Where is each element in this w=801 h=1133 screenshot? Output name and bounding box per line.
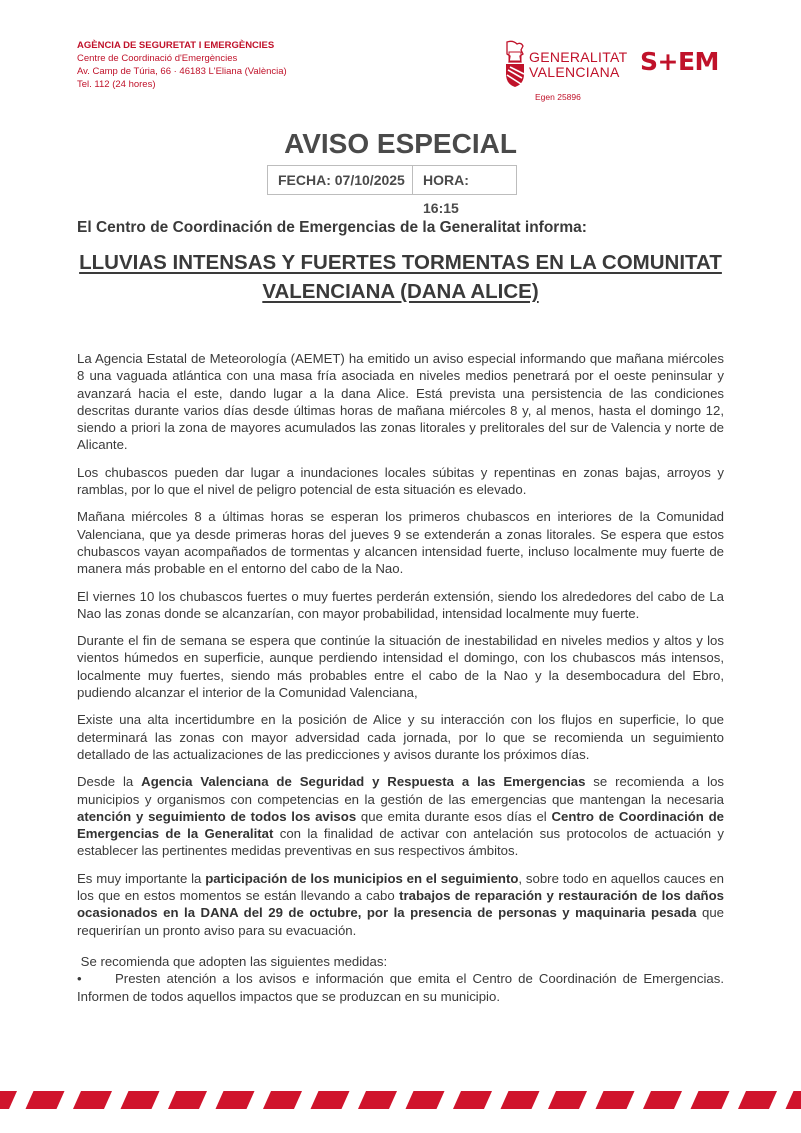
body-text — [77, 350, 724, 1015]
bold-span: Agencia Valenciana de Seguridad y Respuesta a las Emergencias — [141, 774, 586, 790]
date-field: FECHA: 07/10/2025 — [268, 166, 413, 194]
text-span: , sobre todo en aquellos cauces en los que en estos momentos se están llevando a cabo — [77, 870, 724, 904]
paragraph — [77, 773, 724, 859]
bold-span: Centro de Coordinación de Emergencias de la Generalitat — [77, 808, 725, 842]
stripe-segment — [406, 1091, 445, 1109]
stripe-segment — [643, 1091, 682, 1109]
agency-phone: Tel. 112 (24 hores) — [77, 79, 156, 90]
stripe-segment — [738, 1091, 777, 1109]
stripe-segment — [0, 1091, 17, 1109]
time-field: HORA: 16:15 — [423, 172, 469, 216]
bold-span: trabajos de reparación y restauración de los daños ocasionados en la DANA del 29 de octubre, por la presencia de personas y maquinaria pesada — [77, 888, 724, 921]
sem-logo: S+EM — [640, 47, 719, 76]
egen-code: Egen 25896 — [535, 92, 581, 102]
stripe-segment — [786, 1091, 801, 1109]
agency-name: AGÈNCIA DE SEGURETAT I EMERGÈNCIES — [77, 40, 275, 51]
paragraph: Los chubascos pueden dar lugar a inundaciones locales súbitas y repentinas en zonas bajas, arroyos y ramblas, por lo que el nivel de peligro potencial de esta situación es elevado. — [77, 464, 724, 498]
recommend-intro: Se recomienda que adopten las siguientes medidas: — [77, 953, 388, 969]
stripe-segment — [691, 1091, 730, 1109]
paragraph: Durante el fin de semana se espera que continúe la situación de inestabilidad en niveles medios y altos y los vientos húmedos en superficie, aunque perdiendo intensidad el domingo, con los chubascos más intensos, localmente muy fuertes, siendo más probables entre el cabo de la Nao y la desembocadura del Ebro, pudiendo alcanzar el interior de la Comunidad Valenciana, — [77, 633, 724, 701]
text-span: con la finalidad de activar con antelación sus protocolos de actuación y establecer las pertinentes medidas preventivas en sus respectivos ámbitos. — [77, 826, 725, 859]
text-span: que requerirían un pronto aviso para su evacuación. — [77, 905, 724, 938]
stripe-segment — [358, 1091, 397, 1109]
bold-span: participación de los municipios en el seguimiento — [205, 870, 519, 886]
stripe-segment — [501, 1091, 540, 1109]
date-time-box — [267, 165, 517, 216]
stripe-segment — [453, 1091, 492, 1109]
agency-header — [77, 39, 287, 91]
headline: LLUVIAS INTENSAS Y FUERTES TORMENTAS EN LA COMUNITAT VALENCIANA (DANA ALICE) — [79, 251, 722, 303]
stripe-segment — [216, 1091, 255, 1109]
stripe-segment — [168, 1091, 207, 1109]
paragraph: Existe una alta incertidumbre en la posición de Alice y su interacción con los flujos en superficie, lo que determinará las zonas con mayor adversidad cada jornada, por lo que se recomienda un seguimiento detallado de las actualizaciones de las predicciones y avisos durante los próximos días. — [77, 712, 724, 762]
paragraph: La Agencia Estatal de Meteorología (AEMET) ha emitido un aviso especial informando que mañana miércoles 8 una vaguada atlántica con una masa fría asociada en niveles medios penetrará por el oeste peninsular y avanzará hacia el este, dando lugar a la dana Alice. Está prevista una persistencia de las condiciones descritas durante varios días desde últimas horas de mañana miércoles 8 y, al menos, hasta el domingo 12, siendo a priori la zona de mayores acumulados las zonas litorales y prelitorales del sur de Valencia y norte de Alicante. — [77, 351, 724, 453]
paragraph: El viernes 10 los chubascos fuertes o muy fuertes perderán extensión, siendo los alrededores del cabo de La Nao las zonas donde se alcanzarían, con mayor probabilidad, intensidad localmente muy fuerte. — [77, 588, 724, 621]
stripe-segment — [121, 1091, 160, 1109]
text-span: que emita durante esos días el — [356, 808, 552, 824]
stripe-segment — [548, 1091, 587, 1109]
text-span: Es muy importante la — [77, 870, 206, 886]
logo-gv-line1: GENERALITAT — [529, 49, 628, 65]
agency-address: Av. Camp de Túria, 66 · 46183 L'Eliana (València) — [77, 66, 287, 77]
page-title: AVISO ESPECIAL — [284, 128, 517, 159]
text-span: se recomienda a los municipios y organismos con competencias en la gestión de las emergencias que mantengan la necesaria — [77, 774, 724, 807]
red-stripe-band — [0, 1090, 801, 1110]
bullet-item — [77, 970, 724, 1005]
stripe-segment — [311, 1091, 350, 1109]
stripe-segment — [263, 1091, 302, 1109]
paragraph — [77, 870, 724, 939]
logo-gv-line2: VALENCIANA — [529, 64, 620, 80]
center-name: Centre de Coordinació d'Emergències — [77, 53, 238, 64]
bold-span: atención y seguimiento de todos los avisos — [77, 808, 357, 824]
stripe-segment — [73, 1091, 112, 1109]
coat-of-arms-icon — [503, 40, 527, 88]
generalitat-valenciana-logo — [503, 40, 628, 90]
text-span: Desde la — [77, 774, 142, 790]
informa-line: El Centro de Coordinación de Emergencias de la Generalitat informa: — [77, 219, 587, 236]
stripe-segment — [26, 1091, 65, 1109]
stripe-segment — [596, 1091, 635, 1109]
bullet-icon: • — [77, 971, 82, 987]
paragraph: Mañana miércoles 8 a últimas horas se esperan los primeros chubascos en interiores de la Comunidad Valenciana, que ya desde primeras horas del jueves 9 se extenderán a zonas litorales. Se espera que estos chubascos vayan acompañados de tormentas y alcancen intensidad fuerte, incluso localmente muy fuerte de manera más probable en el entorno del cabo de la Nao. — [77, 509, 724, 577]
bullet-text: Presten atención a los avisos e información que emita el Centro de Coordinación de Emergencias. Informen de todos aquellos impactos que se produzcan en su municipio. — [77, 971, 724, 1004]
